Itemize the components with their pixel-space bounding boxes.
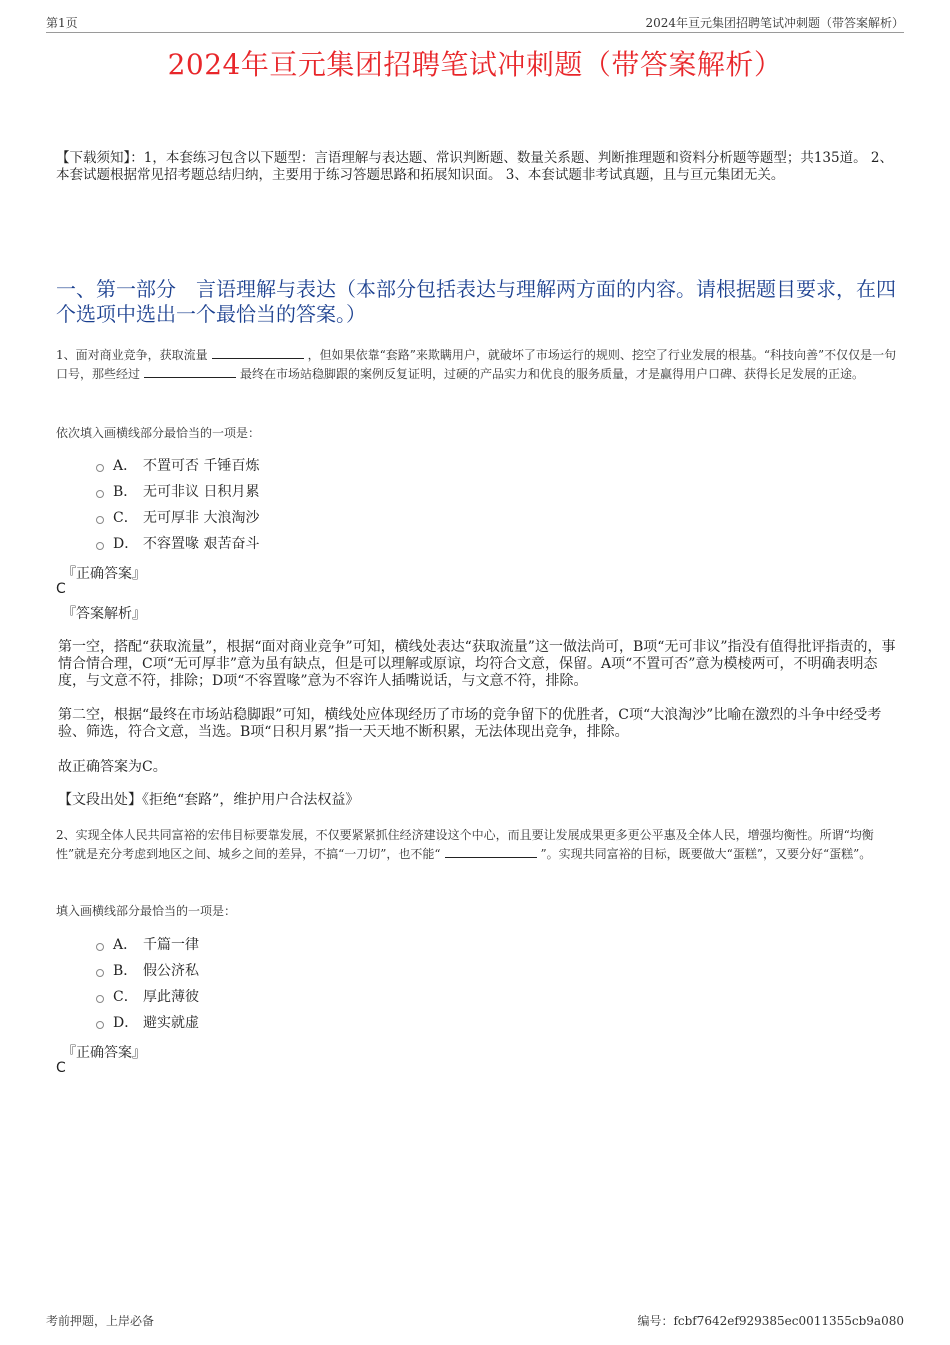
q1-text-b: ，但如果依靠“套路”来欺瞒用户，就破坏了市场运行的规则、挖空了行业发展的根基。“科技向善”不仅仅是一句口号，那些经过 <box>56 348 897 381</box>
document-title: 2024年亘元集团招聘笔试冲刺题（带答案解析） <box>167 48 783 81</box>
q2-answer-label: 『正确答案』 <box>62 1045 146 1061</box>
radio-icon[interactable] <box>96 995 104 1003</box>
question-2-stem <box>56 826 898 864</box>
q2-options <box>96 931 199 1035</box>
radio-icon[interactable] <box>96 1021 104 1029</box>
q1-answer-label: 『正确答案』 <box>62 566 146 582</box>
q2-answer: C <box>56 1060 66 1076</box>
page-number: 第1页 <box>46 16 78 30</box>
q1-answer: C <box>56 581 66 597</box>
page-footer <box>46 1312 904 1330</box>
option-a[interactable]: A． 千篇一律 <box>96 931 199 957</box>
section-heading: 一、第一部分 言语理解与表达（本部分包括表达与理解两方面的内容。请根据题目要求，在四个选项中选出一个最恰当的答案。） <box>56 277 896 326</box>
q1-analysis-2: 第二空，根据“最终在市场站稳脚跟”可知，横线处应体现经历了市场的竞争留下的优胜者，C项“大浪淘沙”比喻在激烈的斗争中经受考验、筛选，符合文意，当选。B项“日积月累”指一天天地不断积累，无法体现出竞争，排除。 <box>58 707 882 740</box>
fill-blank <box>445 845 537 858</box>
q2-text-a: 2、实现全体人民共同富裕的宏伟目标要靠发展，不仅要紧紧抓住经济建设这个中心，而且要让发展成果更多更公平惠及全体人民，增强均衡性。所谓“均衡性”就是充分考虑到地区之间、城乡之间的差异，不搞“一刀切”，也不能“ <box>56 828 874 861</box>
q2-prompt: 填入画横线部分最恰当的一项是： <box>56 904 237 918</box>
q1-analysis-label: 『答案解析』 <box>62 606 146 622</box>
page-header <box>46 14 904 33</box>
fill-blank <box>212 346 304 359</box>
q1-options <box>96 452 259 556</box>
q1-source: 【文段出处】《拒绝“套路”，维护用户合法权益》 <box>58 792 360 808</box>
q1-text-c: 最终在市场站稳脚跟的案例反复证明，过硬的产品实力和优良的服务质量，才是赢得用户口碑、获得长足发展的正途。 <box>240 367 865 381</box>
radio-icon[interactable] <box>96 943 104 951</box>
radio-icon[interactable] <box>96 464 104 472</box>
q2-text-b: ”。实现共同富裕的目标，既要做大“蛋糕”，又要分好“蛋糕”。 <box>540 847 872 861</box>
option-d[interactable]: D． 避实就虚 <box>96 1009 199 1035</box>
q1-analysis-3: 故正确答案为C。 <box>58 759 167 775</box>
download-notice: 【下载须知】：1，本套练习包含以下题型：言语理解与表达题、常识判断题、数量关系题、判断推理题和资料分析题等题型；共135道。 2、本套试题根据常见招考题总结归纳，主要用于练习答题思路和拓展知识面。 3、本套试题非考试真题，且与亘元集团无关。 <box>56 150 893 183</box>
footer-slogan: 考前押题，上岸必备 <box>46 1314 155 1328</box>
option-a[interactable]: A． 不置可否 千锤百炼 <box>96 452 259 478</box>
footer-doc-id: 编号：fcbf7642ef929385ec0011355cb9a080 <box>637 1314 904 1328</box>
radio-icon[interactable] <box>96 542 104 550</box>
option-b[interactable]: B． 假公济私 <box>96 957 199 983</box>
q1-text-a: 1、面对商业竞争，获取流量 <box>56 348 208 362</box>
q1-analysis-1: 第一空，搭配“获取流量”，根据“面对商业竞争”可知，横线处表达“获取流量”这一做法尚可，B项“无可非议”指没有值得批评指责的，事情合情合理，C项“无可厚非”意为虽有缺点，但是可以理解或原谅，均符合文意，保留。A项“不置可否”意为模棱两可，不明确表明态度，与文意不符，排除；D项“不容置喙”意为不容许人插嘴说话，与文意不符，排除。 <box>58 639 896 689</box>
radio-icon[interactable] <box>96 490 104 498</box>
q1-prompt: 依次填入画横线部分最恰当的一项是： <box>56 426 261 440</box>
option-c[interactable]: C． 无可厚非 大浪淘沙 <box>96 504 259 530</box>
option-d[interactable]: D． 不容置喙 艰苦奋斗 <box>96 530 259 556</box>
fill-blank <box>144 365 236 378</box>
option-c[interactable]: C． 厚此薄彼 <box>96 983 199 1009</box>
question-1-stem <box>56 346 898 384</box>
radio-icon[interactable] <box>96 969 104 977</box>
radio-icon[interactable] <box>96 516 104 524</box>
option-b[interactable]: B． 无可非议 日积月累 <box>96 478 259 504</box>
header-doc-title: 2024年亘元集团招聘笔试冲刺题（带答案解析） <box>645 16 904 30</box>
